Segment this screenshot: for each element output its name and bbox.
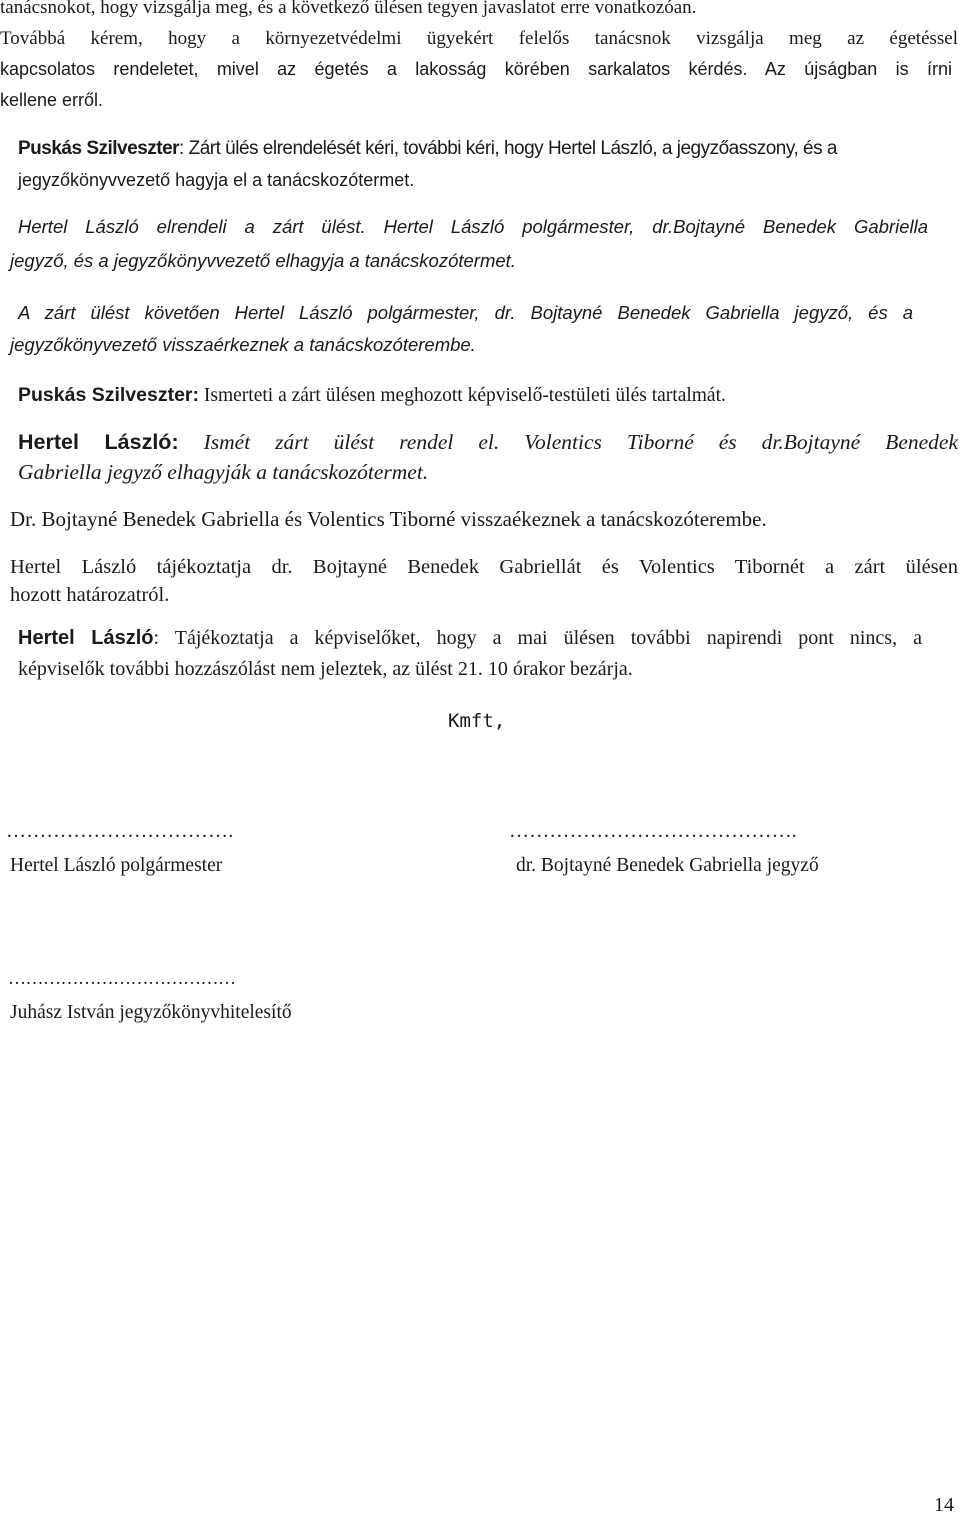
paragraph-puskas-2-line-1 — [18, 384, 726, 407]
paragraph-hertel-closing-line-1 — [18, 627, 922, 650]
signature-name-right: dr. Bojtayné Benedek Gabriella jegyző — [516, 855, 819, 876]
signature-name-left: Hertel László polgármester — [10, 855, 223, 876]
paragraph-return-line-1: A zárt ülést követően Hertel László polgármester, dr. Bojtayné Benedek Gabriella jegyző, és a — [18, 302, 913, 323]
intro-line-2: Továbbá kérem, hogy a környezetvédelmi ügyekért felelős tanácsnok vizsgálja meg az égetéssel — [0, 28, 958, 49]
paragraph-return-line-2: jegyzőkönyvezető visszaérkeznek a tanácskozóterembe. — [10, 334, 476, 355]
speaker-name: Puskás Szilveszter — [18, 138, 180, 159]
signature-dots-right: ……………………………………. — [509, 820, 797, 842]
intro-line-3: kapcsolatos rendeletet, mivel az égetés a lakosság körében sarkalatos kérdés. Az újságban is írni — [0, 59, 952, 79]
signature-dots-left: ……………………………. — [6, 820, 234, 842]
paragraph-hertel-informs-line-1: Hertel László tájékoztatja dr. Bojtayné Benedek Gabriellát és Volentics Tibornét a zárt ülésen — [10, 556, 958, 578]
speaker-text: Ismerteti a zárt ülésen meghozott képviselő-testületi ülés tartalmát. — [199, 385, 726, 406]
paragraph-closed-session-line-2: jegyző, és a jegyzőkönyvvezető elhagyja a tanácskozótermet. — [10, 250, 516, 271]
speaker-text: : Zárt ülés elrendelését kéri, további kéri, hogy Hertel László, a jegyzőasszony, és a — [179, 138, 837, 159]
speaker-text: Ismét zárt ülést rendel el. Volentics Tiborné és dr.Bojtayné Benedek — [178, 430, 958, 454]
speaker-name: Puskás Szilveszter: — [18, 384, 200, 406]
paragraph-hertel-closing-line-2: képviselők további hozzászólást nem jeleztek, az ülést 21. 10 órakor bezárja. — [18, 658, 633, 680]
intro-line-1: tanácsnokot, hogy vizsgálja meg, és a következő ülésen tegyen javaslatot erre vonatkozóan. — [0, 0, 697, 18]
paragraph-puskas-1-line-2: jegyzőkönyvvezető hagyja el a tanácskozótermet. — [18, 170, 415, 190]
signature-name-bottom: Juhász István jegyzőkönyvhitelesítő — [10, 1002, 292, 1023]
speaker-name: Hertel László — [18, 627, 154, 649]
signature-dots-bottom: ………………………………… — [8, 968, 236, 988]
closing-kmft: Kmft, — [448, 710, 506, 732]
paragraph-puskas-1-line-1 — [18, 138, 837, 160]
paragraph-hertel-informs-line-2: hozott határozatról. — [10, 584, 170, 606]
paragraph-hertel-closed-again-line-1 — [18, 430, 958, 455]
intro-line-4: kellene erről. — [0, 90, 104, 110]
page-number: 14 — [934, 1494, 954, 1516]
paragraph-hertel-closed-again-line-2: Gabriella jegyző elhagyják a tanácskozótermet. — [18, 460, 429, 484]
speaker-text: : Tájékoztatja a képviselőket, hogy a mai ülésen további napirendi pont nincs, a — [153, 627, 922, 649]
paragraph-closed-session-line-1: Hertel László elrendeli a zárt ülést. Hertel László polgármester, dr.Bojtayné Benedek Gabriella — [18, 216, 928, 237]
speaker-name: Hertel László: — [18, 430, 179, 454]
paragraph-return-2-line-1: Dr. Bojtayné Benedek Gabriella és Volentics Tiborné visszaékeznek a tanácskozóterembe. — [10, 507, 767, 531]
